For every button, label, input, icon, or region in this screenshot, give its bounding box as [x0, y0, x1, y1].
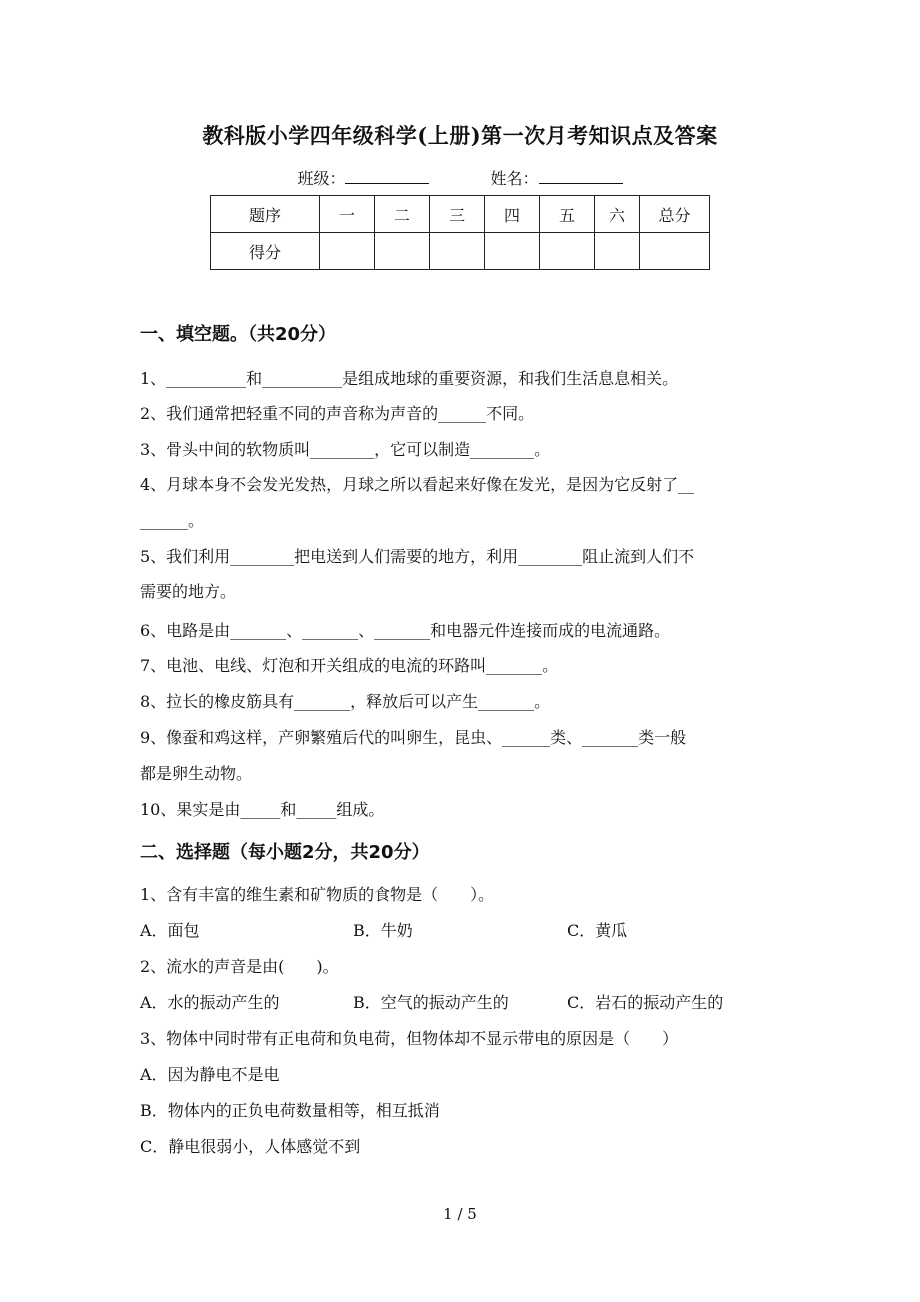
question-line: 4、月球本身不会发光发热，月球之所以看起来好像在发光，是因为它反射了__: [140, 475, 695, 494]
choice-question-stem: 1、含有丰富的维生素和矿物质的食物是（ ）。: [140, 885, 495, 904]
question-line: 8、拉长的橡皮筋具有_______，释放后可以产生_______。: [140, 692, 551, 711]
score-cell: [540, 233, 595, 270]
header-cell: 四: [485, 196, 540, 233]
question-line: 2、我们通常把轻重不同的声音称为声音的______不同。: [140, 404, 535, 423]
choice-option-a: A．因为静电不是电: [140, 1065, 280, 1084]
choice-option-c: C．黄瓜: [567, 921, 628, 940]
choice-option-b: B．牛奶: [353, 921, 413, 940]
question-line: 6、电路是由_______、_______、_______和电器元件连接而成的电流通路。: [140, 621, 671, 640]
choice-question-stem: 2、流水的声音是由( )。: [140, 957, 339, 976]
question-line: 5、我们利用________把电送到人们需要的地方，利用________阻止流到人们不: [140, 547, 695, 566]
question-line: 10、果实是由_____和_____组成。: [140, 800, 385, 819]
section2-heading: 二、选择题（每小题2分，共20分）: [140, 842, 430, 863]
choice-option-b: B．空气的振动产生的: [353, 993, 509, 1012]
score-cell: [430, 233, 485, 270]
header-cell: 题序: [211, 196, 320, 233]
section1-heading: 一、填空题。（共20分）: [140, 324, 337, 345]
header-cell: 三: [430, 196, 485, 233]
header-cell: 二: [375, 196, 430, 233]
question-line: 3、骨头中间的软物质叫________，它可以制造________。: [140, 440, 551, 459]
choice-option-a: A．面包: [140, 921, 200, 940]
score-row: [211, 233, 710, 270]
header-cell: 五: [540, 196, 595, 233]
question-line: ______。: [140, 511, 205, 530]
name-label: 姓名：: [490, 169, 539, 188]
choice-option-b: B．物体内的正负电荷数量相等，相互抵消: [140, 1101, 440, 1120]
class-blank: [345, 169, 429, 184]
choice-option-c: C．岩石的振动产生的: [567, 993, 724, 1012]
question-line: 9、像蚕和鸡这样，产卵繁殖后代的叫卵生，昆虫、______类、_______类一般: [140, 728, 687, 747]
choice-question-stem: 3、物体中同时带有正电荷和负电荷，但物体却不显示带电的原因是（ ）: [140, 1029, 679, 1048]
exam-title: 教科版小学四年级科学(上册)第一次月考知识点及答案: [202, 123, 718, 148]
choice-option-c: C．静电很弱小，人体感觉不到: [140, 1137, 361, 1156]
student-info: [0, 166, 920, 189]
score-cell: [375, 233, 430, 270]
name-blank: [539, 169, 623, 184]
question-line: 需要的地方。: [140, 582, 237, 601]
header-cell: 一: [320, 196, 375, 233]
page-number: 1 / 5: [443, 1205, 477, 1223]
header-cell: 总分: [640, 196, 710, 233]
score-cell: [485, 233, 540, 270]
score-cell: [320, 233, 375, 270]
question-line: 7、电池、电线、灯泡和开关组成的电流的环路叫_______。: [140, 656, 559, 675]
choice-option-a: A．水的振动产生的: [140, 993, 280, 1012]
score-row-label: 得分: [211, 233, 320, 270]
question-line: 1、__________和__________是组成地球的重要资源，和我们生活息息相关。: [140, 369, 679, 388]
header-cell: 六: [595, 196, 640, 233]
score-header-row: [211, 196, 710, 233]
question-line: 都是卵生动物。: [140, 764, 253, 783]
score-cell: [640, 233, 710, 270]
score-table: [210, 195, 710, 270]
score-cell: [595, 233, 640, 270]
class-label: 班级：: [297, 169, 346, 188]
